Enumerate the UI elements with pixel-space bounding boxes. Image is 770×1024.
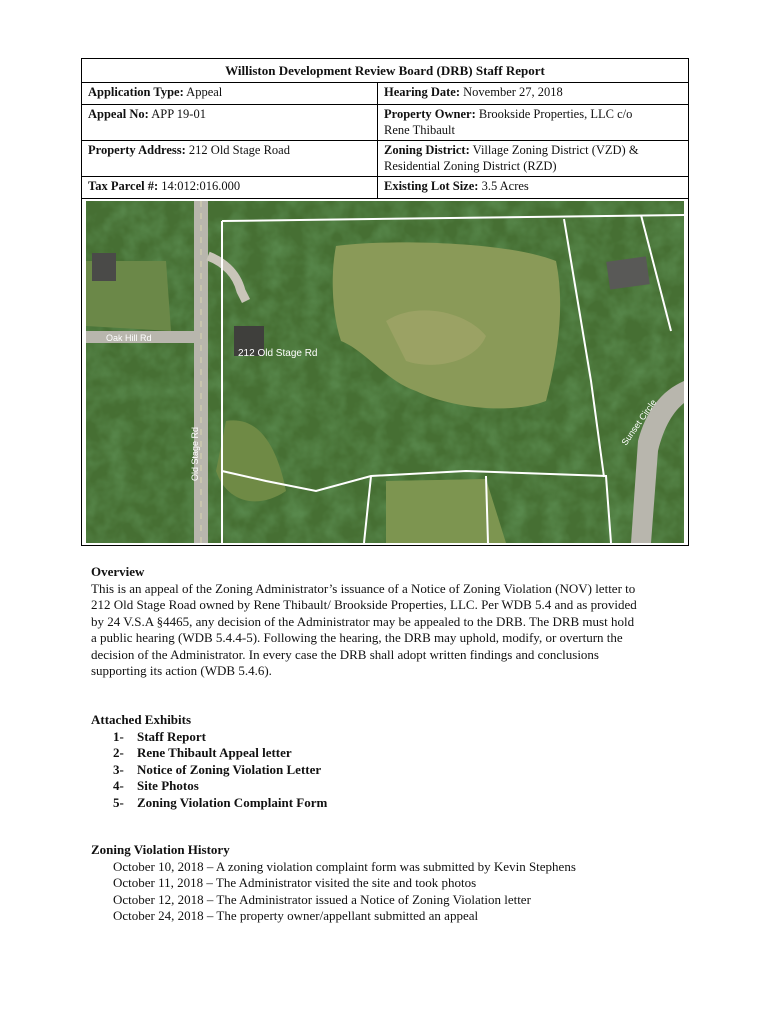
property-address-label: Property Address: [88, 143, 186, 157]
property-owner-value-line2: Rene Thibault [384, 123, 455, 137]
exhibit-text: Notice of Zoning Violation Letter [137, 761, 322, 777]
zoning-district-cell [378, 141, 688, 176]
exhibit-text: Zoning Violation Complaint Form [137, 794, 328, 810]
application-type-value: Appeal [186, 85, 223, 99]
exhibit-item [91, 745, 691, 762]
lot-size-label: Existing Lot Size: [384, 179, 479, 193]
aerial-map-svg [86, 201, 684, 543]
exhibit-text: Staff Report [137, 728, 206, 744]
zoning-district-value-line1: Village Zoning District (VZD) & [472, 143, 639, 157]
property-owner-cell [378, 105, 688, 140]
hearing-date-value: November 27, 2018 [463, 85, 563, 99]
table-row-parcel [82, 177, 688, 199]
application-type-label: Application Type: [88, 85, 184, 99]
table-row-application [82, 83, 688, 105]
exhibit-item [91, 795, 691, 812]
tax-parcel-cell [82, 177, 378, 198]
table-title: Williston Development Review Board (DRB) Staff Report [82, 59, 688, 83]
exhibits-section [91, 712, 691, 811]
exhibit-number: 4- [113, 778, 124, 793]
history-heading: Zoning Violation History [91, 842, 230, 857]
application-type-cell [82, 83, 378, 104]
lot-size-cell [378, 177, 688, 198]
aerial-map [86, 201, 684, 543]
appeal-no-value: APP 19-01 [151, 107, 206, 121]
hearing-date-label: Hearing Date: [384, 85, 461, 99]
appeal-no-label: Appeal No: [88, 107, 149, 121]
history-item: October 11, 2018 – The Administrator visited the site and took photos [113, 875, 477, 890]
history-item: October 12, 2018 – The Administrator issued a Notice of Zoning Violation letter [113, 891, 531, 907]
property-owner-label: Property Owner: [384, 107, 476, 121]
exhibit-number: 3- [113, 761, 124, 777]
exhibit-text: Rene Thibault Appeal letter [137, 745, 292, 760]
house-west [92, 253, 116, 281]
lot-size-value: 3.5 Acres [481, 179, 529, 193]
map-label-sunset: Sunset Circle [619, 397, 659, 448]
zoning-district-value-line2: Residential Zoning District (RZD) [384, 159, 557, 173]
overview-line-6: supporting its action (WDB 5.4.6). [91, 663, 272, 678]
overview-line-2: 212 Old Stage Road owned by Rene Thibault/ Brookside Properties, LLC. Per WDB 5.4 and as provided [91, 597, 637, 612]
tax-parcel-value: 14:012:016.000 [161, 179, 241, 193]
history-section [91, 842, 691, 925]
property-owner-value-line1: Brookside Properties, LLC c/o [478, 107, 633, 121]
map-label-property: 212 Old Stage Rd [238, 348, 318, 359]
table-row-address [82, 141, 688, 177]
exhibit-number: 2- [113, 745, 124, 760]
exhibit-item [91, 762, 691, 779]
exhibits-heading: Attached Exhibits [91, 712, 192, 727]
overview-section [91, 564, 691, 680]
overview-heading: Overview [91, 564, 145, 579]
exhibit-item [91, 729, 691, 746]
exhibit-number: 1- [113, 728, 124, 744]
property-address-cell [82, 141, 378, 176]
history-item: October 24, 2018 – The property owner/appellant submitted an appeal [113, 908, 479, 923]
history-item: October 10, 2018 – A zoning violation complaint form was submitted by Kevin Stephens [113, 858, 576, 874]
tax-parcel-label: Tax Parcel #: [88, 179, 159, 193]
overview-line-3: by 24 V.S.A §4465, any decision of the Administrator may be appealed to the DRB. The DRB must hold [91, 613, 635, 629]
overview-line-4: a public hearing (WDB 5.4.4-5). Following the hearing, the DRB may uphold, modify, or overturn the [91, 630, 623, 645]
appeal-no-cell [82, 105, 378, 140]
map-label-oak-hill: Oak Hill Rd [106, 333, 152, 343]
map-label-old-stage: Old Stage Rd [190, 426, 200, 481]
zoning-district-label: Zoning District: [384, 143, 470, 157]
overview-line-1: This is an appeal of the Zoning Administrator’s issuance of a Notice of Zoning Violation (NOV) letter to [91, 580, 636, 596]
staff-report-table [81, 58, 689, 546]
hearing-date-cell [378, 83, 688, 104]
overview-line-5: decision of the Administrator. In every case the DRB shall adopt written findings and conclusions [91, 646, 599, 662]
house-east [606, 256, 650, 289]
exhibit-text: Site Photos [137, 778, 199, 793]
table-row-appeal [82, 105, 688, 141]
exhibit-item [91, 778, 691, 795]
exhibit-number: 5- [113, 794, 124, 810]
exhibits-list [91, 729, 691, 812]
property-address-value: 212 Old Stage Road [188, 143, 290, 157]
